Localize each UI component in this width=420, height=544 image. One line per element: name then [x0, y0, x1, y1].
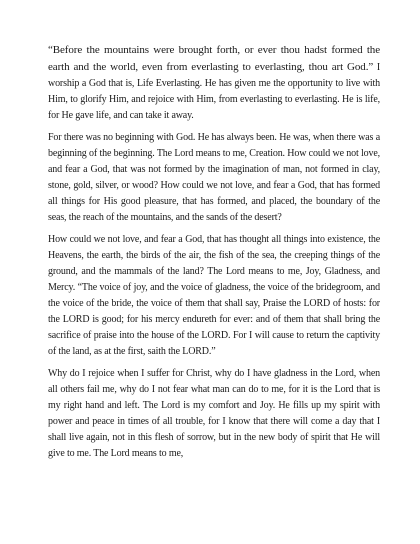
paragraph-1 — [48, 42, 380, 124]
paragraph-1-text: I worship a God that is, Life Everlasting. He has given me the opportunity to live with Him, to glorify Him, and rejoice with Him, from everlasting to everlasting. He is life, for He gave life, and can take it away. — [48, 62, 381, 121]
scripture-quote: “Before the mountains were brought forth, or ever thou hadst formed the earth and the world, even from everlasting to everlasting, thou art God.” — [48, 44, 380, 73]
paragraph-4: Why do I rejoice when I suffer for Christ, why do I have gladness in the Lord, when all others fail me, why do I not fear what man can do to me, for it is the Lord that is my right hand and left. The Lord is my comfort and Joy. He fills up my spirit with power and peace in times of all trouble, for I know that there will come a day that I shall live again, not in this flesh of sorrow, but in the new body of spirit that He will give to me. The Lord means to me, — [48, 368, 380, 459]
paragraph-2: For there was no beginning with God. He has always been. He was, when there was a beginning of the beginning. The Lord means to me, Creation. How could we not love, and fear a God, that was not formed by the imagination of man, not formed in clay, stone, gold, silver, or wood? How could we not love, and fear a God, that has formed all things for His good pleasure, that has formed, and placed, the boundary of the seas, the reach of the mountains, and the sands of the desert? — [48, 132, 380, 223]
document-page — [48, 42, 380, 468]
paragraph-3: How could we not love, and fear a God, that has thought all things into existence, the Heavens, the earth, the birds of the air, the fish of the sea, the creeping things of the ground, and the mammals of the land? The Lord means to me, Joy, Gladness, and Mercy. “The voice of joy, and the voice of gladness, the voice of the bridegroom, and the voice of the bride, the voice of them that shall say, Praise the LORD of hosts: for the LORD is good; for his mercy endureth for ever: and of them that shall bring the sacrifice of praise into the house of the LORD. For I will cause to return the captivity of the land, as at the first, saith the LORD.” — [48, 234, 380, 357]
